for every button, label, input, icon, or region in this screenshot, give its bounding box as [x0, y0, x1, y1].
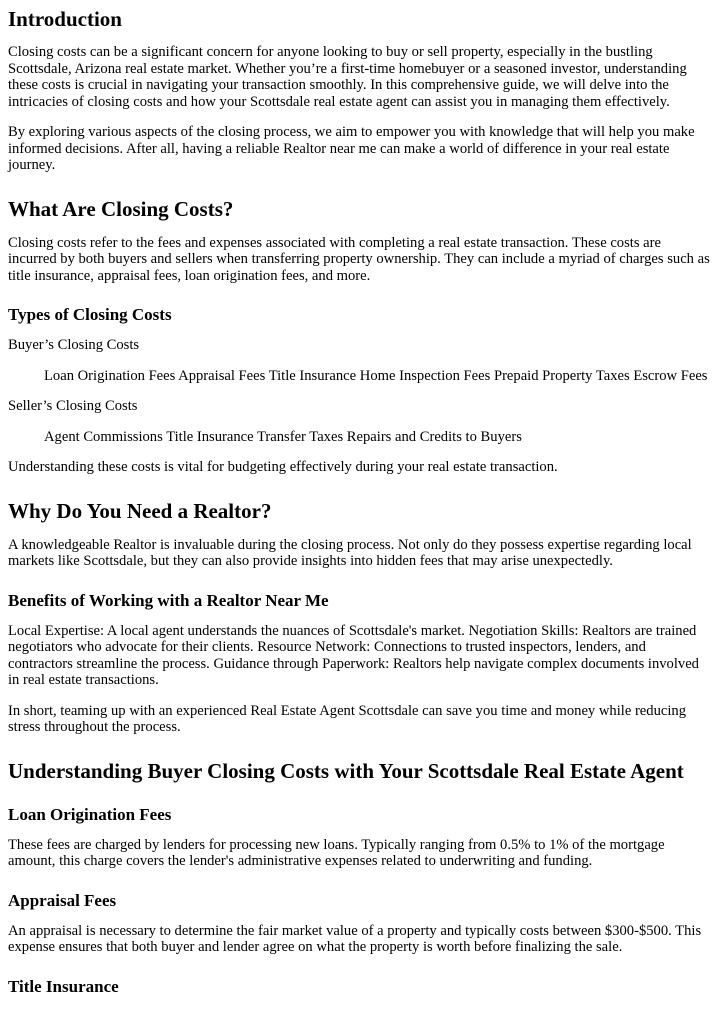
list-item: Prepaid Property Taxes [493, 367, 630, 384]
list-item: Repairs and Credits to Buyers [346, 428, 522, 445]
list-item: Title Insurance [166, 428, 254, 445]
why-summary: In short, teaming up with an experienced Real Estate Agent Scottsdale can save you time and money while reducing stress throughout the process. [8, 702, 687, 735]
costs-summary: Understanding these costs is vital for budgeting effectively during your real estate transaction. [8, 459, 558, 475]
intro-heading: Introduction [8, 7, 122, 31]
loan-origination-paragraph: These fees are charged by lenders for processing new loans. Typically ranging from 0.5% to 1% of the mortgage amount, this charge covers the lender's administrative expenses related to underwriting and funding. [8, 836, 665, 869]
what-paragraph: Closing costs refer to the fees and expenses associated with completing a real estate transaction. These costs are incurred by both buyers and sellers when transferring property ownership. They can include a myriad of charges such as title insurance, appraisal fees, loan origination fees, and more. [8, 234, 710, 284]
seller-costs-list [8, 429, 712, 446]
buyer-costs-label: Buyer’s Closing Costs [8, 337, 140, 353]
benefits-paragraph: Local Expertise: A local agent understands the nuances of Scottsdale's market. Negotiation Skills: Realtors are trained negotiators who advocate for their clients. Resource Network: Connections to trusted inspectors, lenders, and contractors streamline the process. Guidance through Paperwork: Realtors help navigate complex documents involved in real estate transactions. [8, 622, 699, 688]
why-heading: Why Do You Need a Realtor? [8, 498, 272, 523]
why-paragraph: A knowledgeable Realtor is invaluable during the closing process. Not only do they possess expertise regarding local markets like Scottsdale, but they can also provide insights into hidden fees that may arise unexpectedly. [8, 536, 692, 569]
loan-origination-heading: Loan Origination Fees [8, 804, 172, 824]
what-heading: What Are Closing Costs? [8, 196, 234, 221]
list-item: Title Insurance [268, 367, 357, 384]
list-item: Transfer Taxes [257, 428, 344, 445]
article [0, 6, 712, 998]
appraisal-heading: Appraisal Fees [8, 890, 117, 910]
list-item: Escrow Fees [633, 367, 708, 384]
appraisal-paragraph: An appraisal is necessary to determine the fair market value of a property and typically costs between $300-$500. This expense ensures that both buyer and lender agree on what the property is worth before finalizing the sale. [8, 922, 702, 955]
list-item: Agent Commissions [44, 428, 163, 445]
types-heading: Types of Closing Costs [8, 305, 172, 324]
benefits-heading: Benefits of Working with a Realtor Near Me [8, 590, 329, 610]
buyer-costs-list [8, 368, 712, 385]
intro-paragraph-1: Closing costs can be a significant concern for anyone looking to buy or sell property, especially in the bustling Scottsdale, Arizona real estate market. Whether you’re a first-time homebuyer or a seasoned investor, understanding these costs is crucial in navigating your transaction smoothly. In this comprehensive guide, we will delve into the intricacies of closing costs and how your Scottsdale real estate agent can assist you in managing them effectively. [8, 44, 687, 110]
list-item: Home Inspection Fees [359, 367, 491, 384]
buyer-costs-heading: Understanding Buyer Closing Costs with Your Scottsdale Real Estate Agent [8, 758, 684, 783]
title-insurance-heading: Title Insurance [8, 976, 119, 996]
seller-costs-label: Seller’s Closing Costs [8, 398, 138, 414]
list-item: Loan Origination Fees [44, 367, 176, 384]
intro-paragraph-2: By exploring various aspects of the closing process, we aim to empower you with knowledge that will help you make informed decisions. After all, having a reliable Realtor near me can make a world of difference in your real estate journey. [8, 124, 695, 173]
list-item: Appraisal Fees [178, 367, 266, 384]
